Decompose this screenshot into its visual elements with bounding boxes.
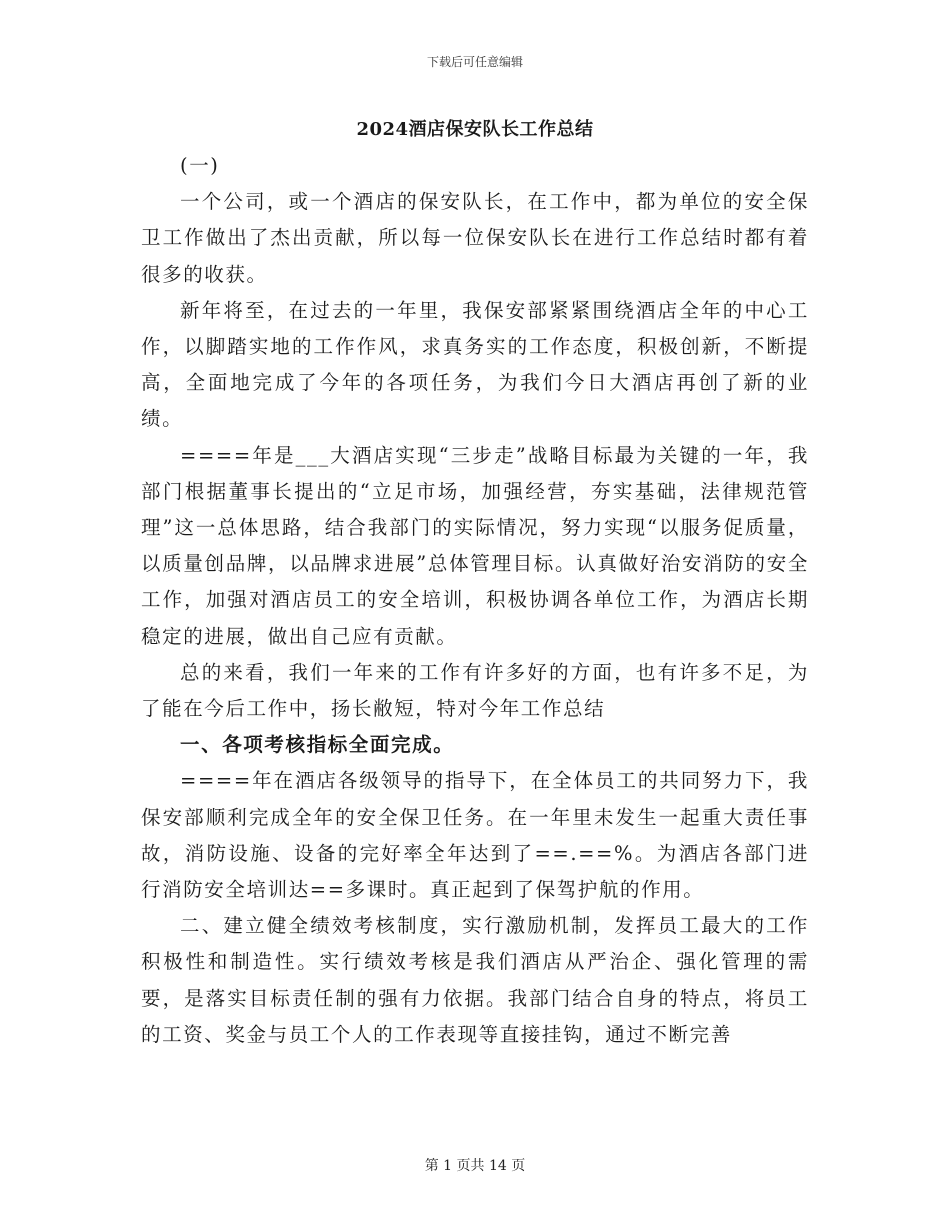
paragraph-intro: 一个公司，或一个酒店的保安队长，在工作中，都为单位的安全保卫工作做出了杰出贡献，所以每一位保安队长在进行工作总结时都有着很多的收获。 (141, 190, 809, 286)
page-header-note: 下载后可任意编辑 (426, 55, 523, 69)
page-number: 第 1 页共 14 页 (424, 1158, 526, 1174)
document-body (141, 148, 809, 1053)
paragraph-overview: 总的来看，我们一年来的工作有许多好的方面，也有许多不足，为了能在今后工作中，扬长敝短，特对今年工作总结 (141, 660, 809, 721)
paragraph-safety-results: ====年在酒店各级领导的指导下，在全体员工的共同努力下，我保安部顺利完成全年的安全保卫任务。在一年里未发生一起重大责任事故，消防设施、设备的完好率全年达到了==.==%。为酒店各部门进行消防安全培训达==多课时。真正起到了保驾护航的作用。 (141, 769, 809, 902)
section-marker: (一) (180, 154, 220, 177)
document-title: 2024酒店保安队长工作总结 (356, 119, 594, 140)
paragraph-strategy: ====年是___大酒店实现“三步走”战略目标最为关键的一年，我部门根据董事长提出的“立足市场，加强经营，夯实基础，法律规范管理”这一总体思路，结合我部门的实际情况，努力实现“以服务促质量，以质量创品牌，以品牌求进展”总体管理目标。认真做好治安消防的安全工作，加强对酒店员工的安全培训，积极协调各单位工作，为酒店长期稳定的进展，做出自己应有贡献。 (141, 443, 809, 648)
paragraph-performance-system: 二、建立健全绩效考核制度，实行激励机制，发挥员工最大的工作积极性和制造性。实行绩效考核是我们酒店从严治企、强化管理的需要，是落实目标责任制的强有力依据。我部门结合自身的特点，将员工的工资、奖金与员工个人的工作表现等直接挂钩，通过不断完善 (141, 914, 809, 1046)
paragraph-new-year: 新年将至，在过去的一年里，我保安部紧紧围绕酒店全年的中心工作，以脚踏实地的工作作风，求真务实的工作态度，积极创新，不断提高，全面地完成了今年的各项任务，为我们今日大酒店再创了新的业绩。 (141, 298, 809, 431)
heading-indicators-completed: 一、各项考核指标全面完成。 (180, 733, 455, 757)
